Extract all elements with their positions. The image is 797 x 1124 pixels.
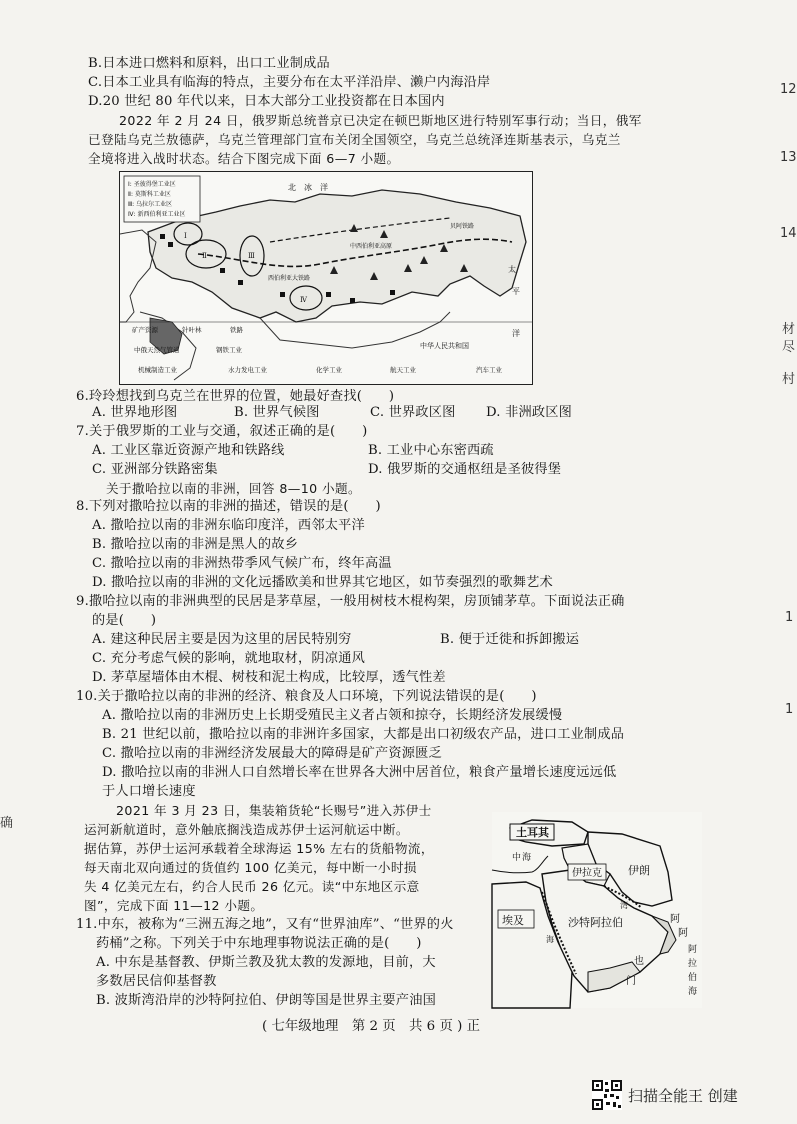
q6-option-a: A. 世界地形图	[92, 405, 178, 420]
gulf-label: 湾	[620, 901, 628, 910]
sea-label: 海	[522, 853, 532, 863]
pacific-label-2: 平	[512, 287, 520, 296]
legend-pipeline: 中俄天然气管道	[134, 346, 180, 354]
yemen-label-1: 也	[634, 956, 644, 967]
passage-line: 失 4 亿美元左右，约合人民币 26 亿元。读“中东地区示意	[84, 879, 420, 894]
legend-aerospace: 航天工业	[390, 366, 416, 374]
q6-option-b: B. 世界气候图	[234, 405, 320, 420]
question-8: 8.下列对撒哈拉以南的非洲的描述，错误的是( )	[76, 499, 381, 514]
zone-label: Ⅰ	[184, 232, 187, 240]
legend-hydro: 水力发电工业	[228, 366, 267, 374]
q7-option-b: B. 工业中心东密西疏	[368, 443, 494, 458]
oman-label-2: 阿	[678, 928, 688, 939]
scanner-text: 扫描全能王 创建	[628, 1086, 738, 1105]
passage-line: 每天南北双向通过的货值约 100 亿美元，每中断一小时损	[84, 860, 417, 875]
passage-line: 运河新航道时，意外触底搁浅造成苏伊士运河航运中断。	[84, 822, 409, 837]
question-11-cont: 药桶”之称。下列关于中东地理事物说法正确的是( )	[96, 936, 422, 951]
china-label: 中华人民共和国	[420, 342, 469, 350]
margin-mark: 14	[780, 226, 797, 241]
passage-line: 已登陆乌克兰敖德萨，乌克兰管理部门宣布关闭全国领空，乌克兰总统泽连斯基表示，乌克兰	[88, 132, 621, 147]
q7-option-d: D. 俄罗斯的交通枢纽是圣彼得堡	[368, 462, 562, 477]
q7-option-a: A. 工业区靠近资源产地和铁路线	[92, 443, 285, 458]
baikal-railway-label: 贝阿铁路	[450, 223, 475, 230]
passage-line: 2021 年 3 月 23 日，集装箱货轮“长赐号”进入苏伊士	[116, 803, 432, 818]
margin-mark: 13	[780, 150, 797, 165]
russia-map-figure	[120, 172, 532, 384]
pacific-label-1: 太	[508, 265, 516, 274]
question-10: 10.关于撒哈拉以南的非洲的经济、粮食及人口环境，下列说法错误的是( )	[76, 689, 537, 704]
legend-machinery: 机械制造工业	[138, 366, 177, 374]
iran-label: 伊朗	[628, 864, 650, 877]
q11-option-a-cont: 多数居民信仰基督教	[96, 974, 217, 989]
q10-option-b: B. 21 世纪以前，撒哈拉以南的非洲许多国家，大都是出口初级农产品，进口工业制成品	[102, 727, 625, 742]
zone-label: Ⅳ	[300, 296, 307, 304]
section-intro: 关于撒哈拉以南的非洲，回答 8—10 小题。	[106, 481, 361, 496]
q8-option-c: C. 撒哈拉以南的非洲热带季风气候广布，终年高温	[92, 556, 392, 571]
q10-option-d: D. 撒哈拉以南的非洲人口自然增长率在世界各大洲中居首位，粮食产量增长速度远远低	[102, 765, 617, 780]
margin-mark: 尽	[782, 340, 796, 355]
margin-mark: 1	[785, 702, 794, 717]
turkey-label: 土耳其	[516, 826, 549, 839]
page-footer: ( 七年级地理 第 2 页 共 6 页 ) 正	[262, 1019, 480, 1034]
q7-option-c: C. 亚洲部分铁路密集	[92, 462, 218, 477]
scanner-watermark	[592, 1080, 738, 1110]
pacific-label-3: 洋	[512, 329, 520, 338]
q8-option-d: D. 撒哈拉以南的非洲的文化远播欧美和世界其它地区，如节奏强烈的歌舞艺术	[92, 575, 553, 590]
margin-mark: 确	[0, 816, 14, 831]
question-9: 9.撒哈拉以南的非洲典型的民居是茅草屋，一般用树枝木棍构架，房顶铺茅草。下面说法正确	[76, 594, 625, 609]
arabian-sea-label: 拉	[688, 959, 698, 969]
margin-mark: 村	[782, 372, 796, 387]
legend-mineral: 矿产资源	[132, 326, 158, 334]
central-siberia-label: 中西伯利亚高原	[350, 243, 393, 250]
legend-item: Ⅳ: 新西伯利亚工业区	[128, 211, 186, 218]
q9-option-c: C. 充分考虑气候的影响，就地取材，阴凉通风	[92, 651, 365, 666]
margin-mark: 材	[782, 322, 796, 337]
q9-option-b: B. 便于迁徙和拆卸搬运	[440, 632, 580, 647]
margin-mark: 1	[785, 610, 794, 625]
arabian-sea-label: 阿	[688, 945, 698, 955]
zone-label: Ⅱ	[202, 252, 207, 260]
q10-option-d-cont: 于人口增长速度	[102, 784, 196, 799]
legend-steel: 钢铁工业	[216, 346, 242, 354]
legend-item: Ⅰ: 圣彼得堡工业区	[128, 181, 176, 188]
legend-forest: 针叶林	[182, 326, 202, 334]
arabian-sea-label: 伯	[688, 973, 698, 983]
q6-option-d: D. 非洲政区图	[486, 405, 573, 420]
option-line: B.日本进口燃料和原料，出口工业制成品	[88, 56, 330, 71]
arabian-sea-label: 海	[688, 987, 698, 997]
q11-option-a: A. 中东是基督教、伊斯兰教及犹太教的发源地，目前，大	[96, 955, 436, 970]
legend-item: Ⅱ: 莫斯科工业区	[128, 191, 171, 198]
option-line: D.20 世纪 80 年代以来，日本大部分工业投资都在日本国内	[88, 94, 445, 109]
middle-east-map	[492, 812, 702, 1008]
qr-code-icon	[592, 1080, 622, 1110]
passage-line: 2022 年 2 月 24 日，俄罗斯总统普京已决定在顿巴斯地区进行特别军事行动；当日，俄军	[119, 113, 642, 128]
sea-label: 中	[512, 853, 522, 863]
q6-option-c: C. 世界政区图	[370, 405, 456, 420]
option-line: C.日本工业具有临海的特点，主要分布在太平洋沿岸、濑户内海沿岸	[88, 75, 491, 90]
zone-label: Ⅲ	[248, 252, 255, 260]
q9-option-d: D. 茅草屋墙体由木棍、树枝和泥土构成，比较厚，透气性差	[92, 670, 446, 685]
q8-option-a: A. 撒哈拉以南的非洲东临印度洋，西邻太平洋	[92, 518, 365, 533]
egypt-label: 埃及	[502, 914, 524, 927]
margin-mark: 12	[780, 82, 797, 97]
legend-auto: 汽车工业	[476, 366, 502, 374]
middle-east-figure	[492, 812, 702, 1008]
q11-option-b: B. 波斯湾沿岸的沙特阿拉伯、伊朗等国是世界主要产油国	[96, 993, 436, 1008]
q10-option-c: C. 撒哈拉以南的非洲经济发展最大的障碍是矿产资源匮乏	[102, 746, 442, 761]
russia-industry-map	[119, 171, 533, 385]
question-7: 7.关于俄罗斯的工业与交通，叙述正确的是( )	[76, 424, 368, 439]
siberia-railway-label: 西伯利亚大铁路	[268, 275, 311, 282]
passage-line: 全境将进入战时状态。结合下图完成下面 6—7 小题。	[88, 151, 400, 166]
saudi-label: 沙特阿拉伯	[568, 916, 623, 929]
passage-line: 图”，完成下面 11—12 小题。	[84, 898, 264, 913]
q10-option-a: A. 撒哈拉以南的非洲历史上长期受殖民主义者占领和掠夺，长期经济发展缓慢	[102, 708, 563, 723]
q9-option-a: A. 建这种民居主要是因为这里的居民特别穷	[92, 632, 352, 647]
question-11: 11.中东，被称为“三洲五海之地”，又有“世界油库”、“世界的火	[76, 917, 454, 932]
passage-line: 据估算，苏伊士运河承载着全球海运 15% 左右的货船物流，	[84, 841, 434, 856]
legend-item: Ⅲ: 乌拉尔工业区	[128, 201, 173, 208]
legend-chemical: 化学工业	[316, 366, 342, 374]
red-sea-label: 海	[546, 935, 554, 944]
legend-railway: 铁路	[230, 326, 243, 334]
oman-label-1: 阿	[670, 914, 680, 925]
q8-option-b: B. 撒哈拉以南的非洲是黑人的故乡	[92, 537, 299, 552]
question-9-cont: 的是( )	[92, 613, 157, 628]
arctic-ocean-label: 北 冰 洋	[288, 183, 328, 192]
question-6: 6.玲玲想找到乌克兰在世界的位置，她最好查找( )	[76, 389, 395, 404]
yemen-label-2: 门	[626, 976, 636, 987]
iraq-label: 伊拉克	[572, 868, 602, 879]
